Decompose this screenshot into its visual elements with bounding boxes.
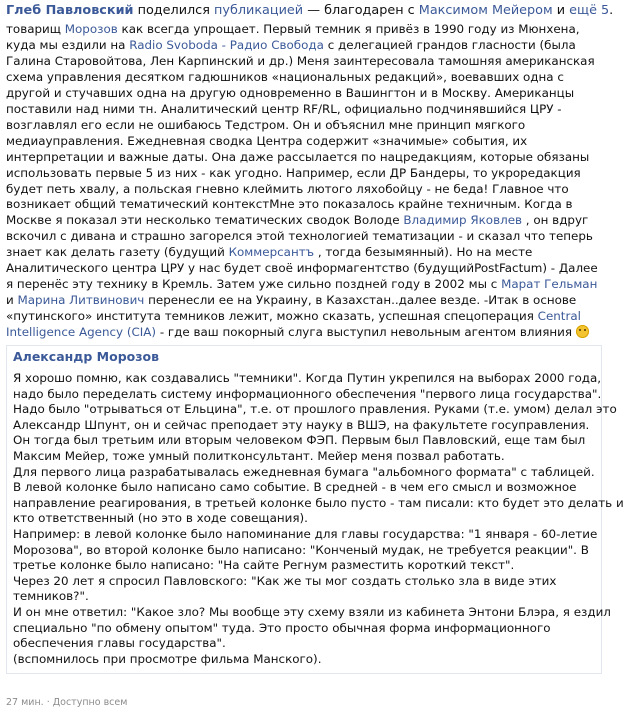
post-text-segment: , он вдруг вскочил с дивана и страшно загорелся этой технологией тематизации - и сказал что теперь знает как делать газету (будущий [6,213,593,260]
shared-post-line: Я хорошо помню, как создавались "темники". Когда Путин укрепился на выборах 2000 года, [13,371,602,386]
sad-face-emoji-icon [576,325,589,338]
post-text-segment: и [6,293,18,308]
header-period: . [609,3,614,18]
publication-link[interactable]: публикацией [214,3,304,18]
post-mention-link[interactable]: Морозов [64,22,118,36]
post-meta [6,697,127,708]
post-mention-link[interactable]: Владимир Яковлев [403,213,523,228]
post-text-segment: , тогда безымянный). Но на месте Аналитического центра ЦРУ у нас будет своё информагентство (будущийPostFactum) - Далее я перенёс эту технику в Кремль. Затем уже сильно поздней году в 2002 мы с [6,245,598,292]
tagged-person-link[interactable]: Максимом Мейером [418,3,553,18]
shared-post-line: специально "по обмену опытом" туда. Это просто обычная форма информационного [13,620,551,635]
shared-post-line: И он мне ответил: "Какое зло? Мы вообще эту схему взяли из кабинета Энтони Блэра, я ездил [13,604,611,619]
shared-post-line: Максим Мейер, тоже умный политконсультант. Мейер меня позвал работать. [13,449,505,464]
shared-post-line: третье колонке было написано: "На сайте Регнум разместить короткий текст". [13,558,515,573]
meta-separator: · [46,697,50,708]
post-mention-link[interactable]: Марат Гельман [501,277,598,292]
post-body-text [6,22,602,341]
post-mention-link[interactable]: Radio Svoboda - Радио Свобода [129,37,324,52]
header-dash: — [307,3,320,18]
shared-post-line: направление реагирования, в третьей колонке было пусто - там писали: кто будет это делать и [13,495,624,510]
post-mention-link[interactable]: Central Intelligence Agency (CIA) [6,309,581,340]
post-text-segment: товарищ [6,22,65,36]
shared-post-line: Для первого лица разрабатывалась ежедневная бумага "альбомного формата" с таблицей. [13,464,595,479]
post-timestamp-link[interactable]: 27 мин. [6,697,44,708]
header-text-shared: поделился [137,3,210,18]
shared-post-line: обеспечения главы государства". [13,636,226,651]
post-mention-link[interactable]: Коммерсантъ [228,245,315,260]
shared-post-card[interactable] [6,345,624,674]
post-header [6,3,614,19]
header-text-thanks: благодарен с [324,3,415,18]
post-text-segment: как всегда упрощает. Первый темник я привёз в 1990 году из Мюнхена, куда мы ездили на [6,22,580,52]
shared-post-line: темников?". [13,589,89,604]
shared-post-line: (вспомнилось при просмотре фильма Манского). [13,651,322,666]
shared-post-line: Морозова", во второй колонке было написано: "Конченый мудак, не требуется реакции". В [13,542,589,557]
visibility-label[interactable]: Доступно всем [52,697,128,708]
header-text-and: и [556,3,566,18]
shared-post-line: Например: в левой колонке было напоминание для главы государства: "1 января - 60-летие [13,527,598,541]
post-mention-link[interactable]: Марина Литвинович [17,293,145,308]
shared-post-line: кто ответственный (но это в ходе совещания). [13,511,308,526]
shared-post-line: надо было переделать систему информационного обеспечения "первого лица государства". [13,386,602,401]
post-text-segment: перенесли ее на Украину, в Казахстан..далее везде. -Итак в основе «путинского» института темников лежит, можно сказать, успешная спецоперация [6,293,577,324]
more-people-link[interactable]: ещё 5 [569,3,610,18]
author-name-link[interactable]: Глеб Павловский [6,3,134,18]
shared-post-line: Он тогда был третьим или вторым человеком ФЭП. Первым был Павловский, еще там был [13,433,586,448]
shared-post-author-link[interactable]: Александр Морозов [13,349,159,365]
shared-post-line: Через 20 лет я спросил Павловского: "Как же ты мог создать столько зла в виде этих [13,573,557,588]
shared-post-text [13,371,624,667]
shared-post-line: Надо было "отрываться от Ельцина", т.е. от прошлого правления. Руками (т.е. умом) делал это [13,402,617,417]
post-text-segment: с делегацией грандов гласности (была Галина Старовойтова, Лен Карпинский и др.) Меня заинтересовала тамошняя американская схема управления десятком гадюшников «национальных редакций», воевавших одна с другой и стучавших одна на другую одновременно в Вашингтон и в Москву. Американцы поставили над ними тн. Аналитический центр RF/RL, официально подчинявшийся ЦРУ - возглавлял его если не ошибаюсь Тедстром. Он и объяснил мне принцип мягкого медиауправления. Ежедневная сводка Центра содержит «значимые» события, их интерпретации и важные даты. Она даже рассылается по нацредакциям, которые обязаны использовать первые 5 из них - как угодно. Например, если ДР Бандеры, то укроредакция будет петь хвалу, а польская гневно клеймить лютого ляхобойцу - не беда! Главное что возникает общий тематический контекстМне это показалось крайне техничным. Когда в Москве я показал эти несколько тематических сводок Володе [6,37,595,228]
shared-post-line: В левой колонке было написано само событие. В средней - в чем его смысл и возможное [13,480,577,495]
shared-post-line: Александр Шпунт, он и сейчас преподает эту науку в ВШЭ, на факультете госуправления. [13,417,590,432]
post-text-segment: - где ваш покорный слуга выступил невольным агентом влияния [156,325,576,340]
